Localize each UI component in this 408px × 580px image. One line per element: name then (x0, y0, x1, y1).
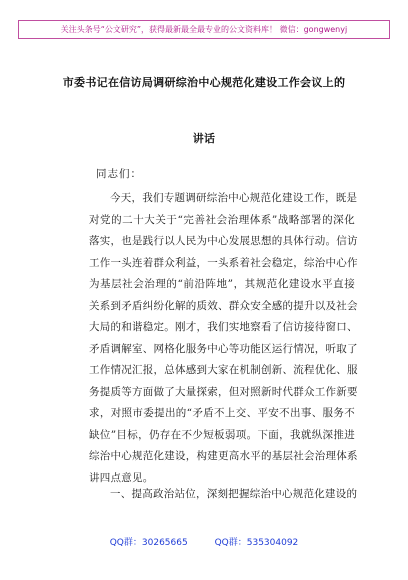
paragraph-line: 关系到矛盾纠纷化解的质效、群众安全感的提升以及社会 (89, 299, 358, 312)
paragraph-line: 矛盾调解室、网格化服务中心等功能区运行情况，听取了 (89, 342, 358, 355)
header-banner: 关注头条号“公文研究”，获得最新最全最专业的公文资料库！ 微信：gongwenyj (18, 20, 390, 39)
footer-qq-group-2: QQ群：535304092 (214, 538, 299, 548)
paragraph-line: 务提质等方面做了大量探索，但对照新时代群众工作新要 (89, 385, 358, 398)
paragraph-line: 一、提高政治站位，深刻把握综治中心规范化建设的 (110, 488, 358, 500)
paragraph-line: 工作情况汇报，总体感到大家在机制创新、流程优化、服 (89, 364, 358, 376)
paragraph-line: 为基层社会治理的“前沿阵地”，其规范化建设水平直接 (89, 278, 355, 290)
paragraph-line: 落实，也是践行以人民为中心发展思想的具体行动。信访 (89, 235, 358, 247)
paragraph-line: 求，对照市委提出的“矛盾不上交、平安不出事、服务不 (89, 407, 355, 419)
salutation: 同志们： (96, 168, 142, 180)
footer-qq-group-1: QQ群：30265665 (109, 538, 188, 548)
paragraph-line: 大局的和谐稳定。刚才，我们实地察看了信访接待窗口、 (89, 321, 358, 333)
paragraph-line: 综治中心规范化建设，构建更高水平的基层社会治理体系 (89, 450, 358, 462)
paragraph-line: 讲四点意见。 (89, 471, 154, 484)
footer-contact (0, 535, 408, 548)
document-title-line-1: 市委书记在信访局调研综治中心规范化建设工作会议上的 (62, 76, 346, 89)
paragraph-line: 缺位”目标，仍存在不少短板弱项。下面，我就纵深推进 (89, 428, 355, 441)
paragraph-line: 工作一头连着群众利益，一头系着社会稳定，综治中心作 (89, 256, 358, 269)
body-paragraph-2 (89, 484, 358, 506)
paragraph-line: 今天，我们专题调研综治中心规范化建设工作，既是 (110, 192, 358, 204)
paragraph-line: 对党的二十大关于“完善社会治理体系”战略部署的深化 (89, 213, 355, 226)
document-title-line-2: 讲话 (192, 132, 216, 145)
body-paragraph-1 (89, 188, 358, 489)
